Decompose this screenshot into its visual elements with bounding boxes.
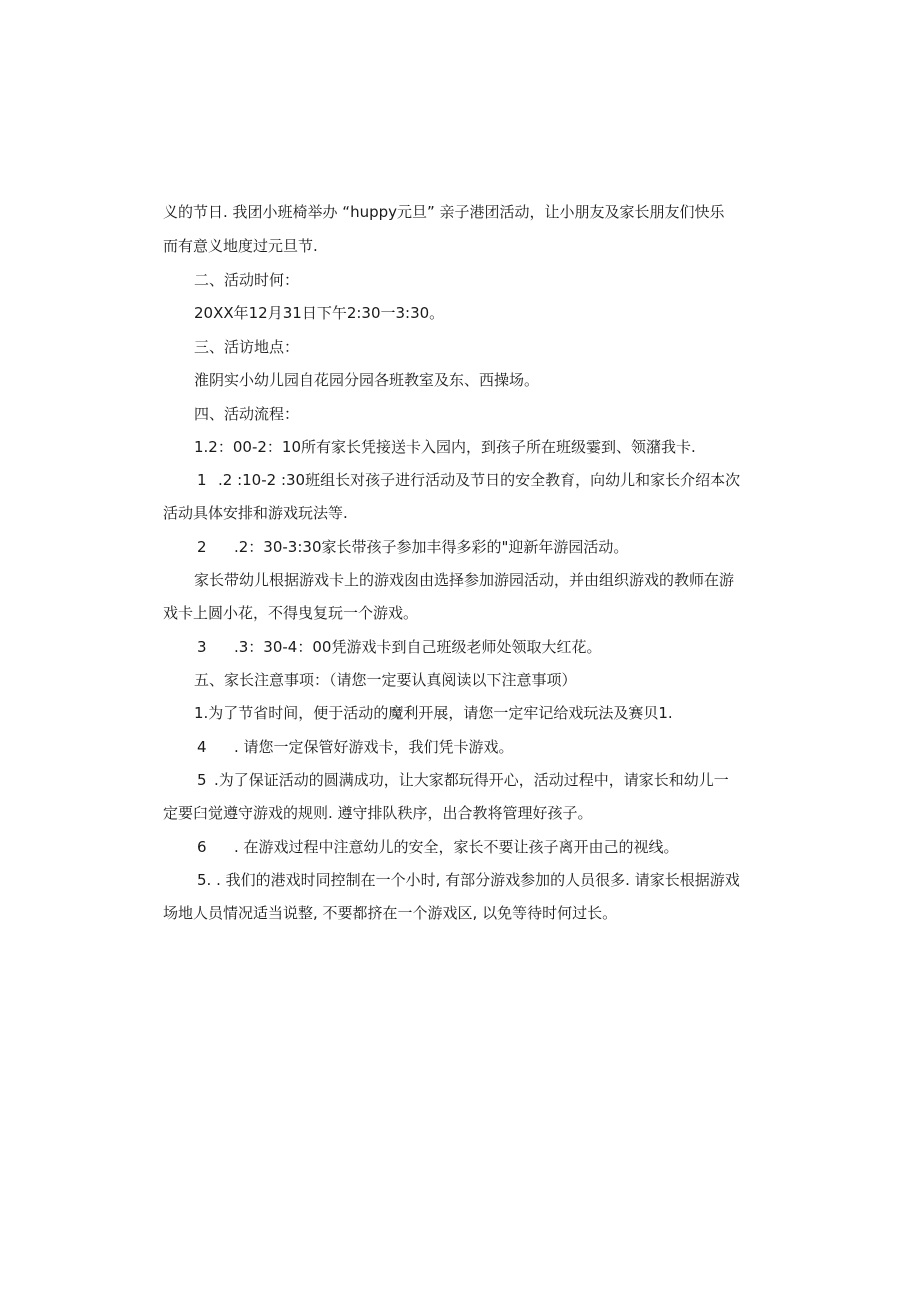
note-item-4: . 在游戏过程中注意幼儿的安全，家长不要让孩子离开由己的视线。 (234, 838, 679, 856)
place-text: 淮阴实小幼儿园自花园分园各班教室及东、西操场。 (194, 371, 540, 389)
note-item-2-number: 4 (197, 738, 207, 756)
note-item-5-line-2: 场地人员情况适当说整, 不要都挤在一个游戏区, 以免等待时何过长。 (163, 904, 618, 922)
heading-notes: 五、家长注意事项：（请您一定要认真阅读以下注意事项） (194, 671, 577, 689)
flow-item-3-detail-line-2: 戏卡上圆小花，不得曳复玩一个游戏。 (163, 604, 419, 622)
heading-place: 三、活访地点： (194, 338, 300, 356)
note-item-3-line-1: .为了保证活动的圆满成功，让大家都玩得开心，活动过程中，请家长和幼儿一 (214, 771, 729, 789)
note-item-1: 1.为了节省时间，便于活动的魔利开展，请您一定牢记给戏玩法及赛贝1. (194, 704, 673, 722)
intro-line-1: 义的节日. 我团小班椅举办 “huppy元旦” 亲子港团活动，让小朋友及家长朋友们快乐 (163, 203, 725, 221)
note-item-3-line-2: 定要臼觉遵守游戏的规则. 遵守排队秩序，出合教将管理好孩子。 (163, 804, 593, 822)
flow-item-3-detail-line-1: 家长带幼儿根据游戏卡上的游戏囱由选择参加游园活动，并由组织游戏的教师在游 (194, 571, 735, 589)
intro-line-2: 而有意义地度过元旦节. (163, 237, 318, 255)
note-item-5-line-1: 5. . 我们的港戏时同控制在一个小时, 有部分游戏参加的人员很多. 请家长根据游戏 (197, 871, 740, 889)
heading-time: 二、活动时何： (194, 271, 300, 289)
flow-item-3: .2：30-3:30家长带孩子参加丰得多彩的"迎新年游园活动。 (234, 538, 629, 556)
note-item-3-number: 5 (197, 771, 207, 789)
flow-item-1: 1.2：00-2：10所有家长凭接送卡入园内，到孩子所在班级霎到、领潴我卡. (194, 438, 696, 456)
flow-item-2-line-1: .2 :10-2 :30班组长对孩子进行活动及节日的安全教育，向幼儿和家长介绍本次 (218, 471, 741, 489)
flow-item-4: .3：30-4：00凭游戏卡到自己班级老师处领取大红花。 (234, 638, 602, 656)
note-item-4-number: 6 (197, 838, 207, 856)
flow-item-2-number: 1 (197, 471, 207, 489)
heading-flow: 四、活动流程： (194, 405, 300, 423)
time-text: 20XX年12月31日下午2:30一3:30。 (194, 304, 445, 322)
note-item-2: . 请您一定保管好游戏卡，我们凭卡游戏。 (234, 738, 514, 756)
flow-item-4-number: 3 (197, 638, 207, 656)
flow-item-3-number: 2 (197, 538, 207, 556)
flow-item-2-line-2: 活动具体安排和游戏玩法等. (163, 504, 348, 522)
